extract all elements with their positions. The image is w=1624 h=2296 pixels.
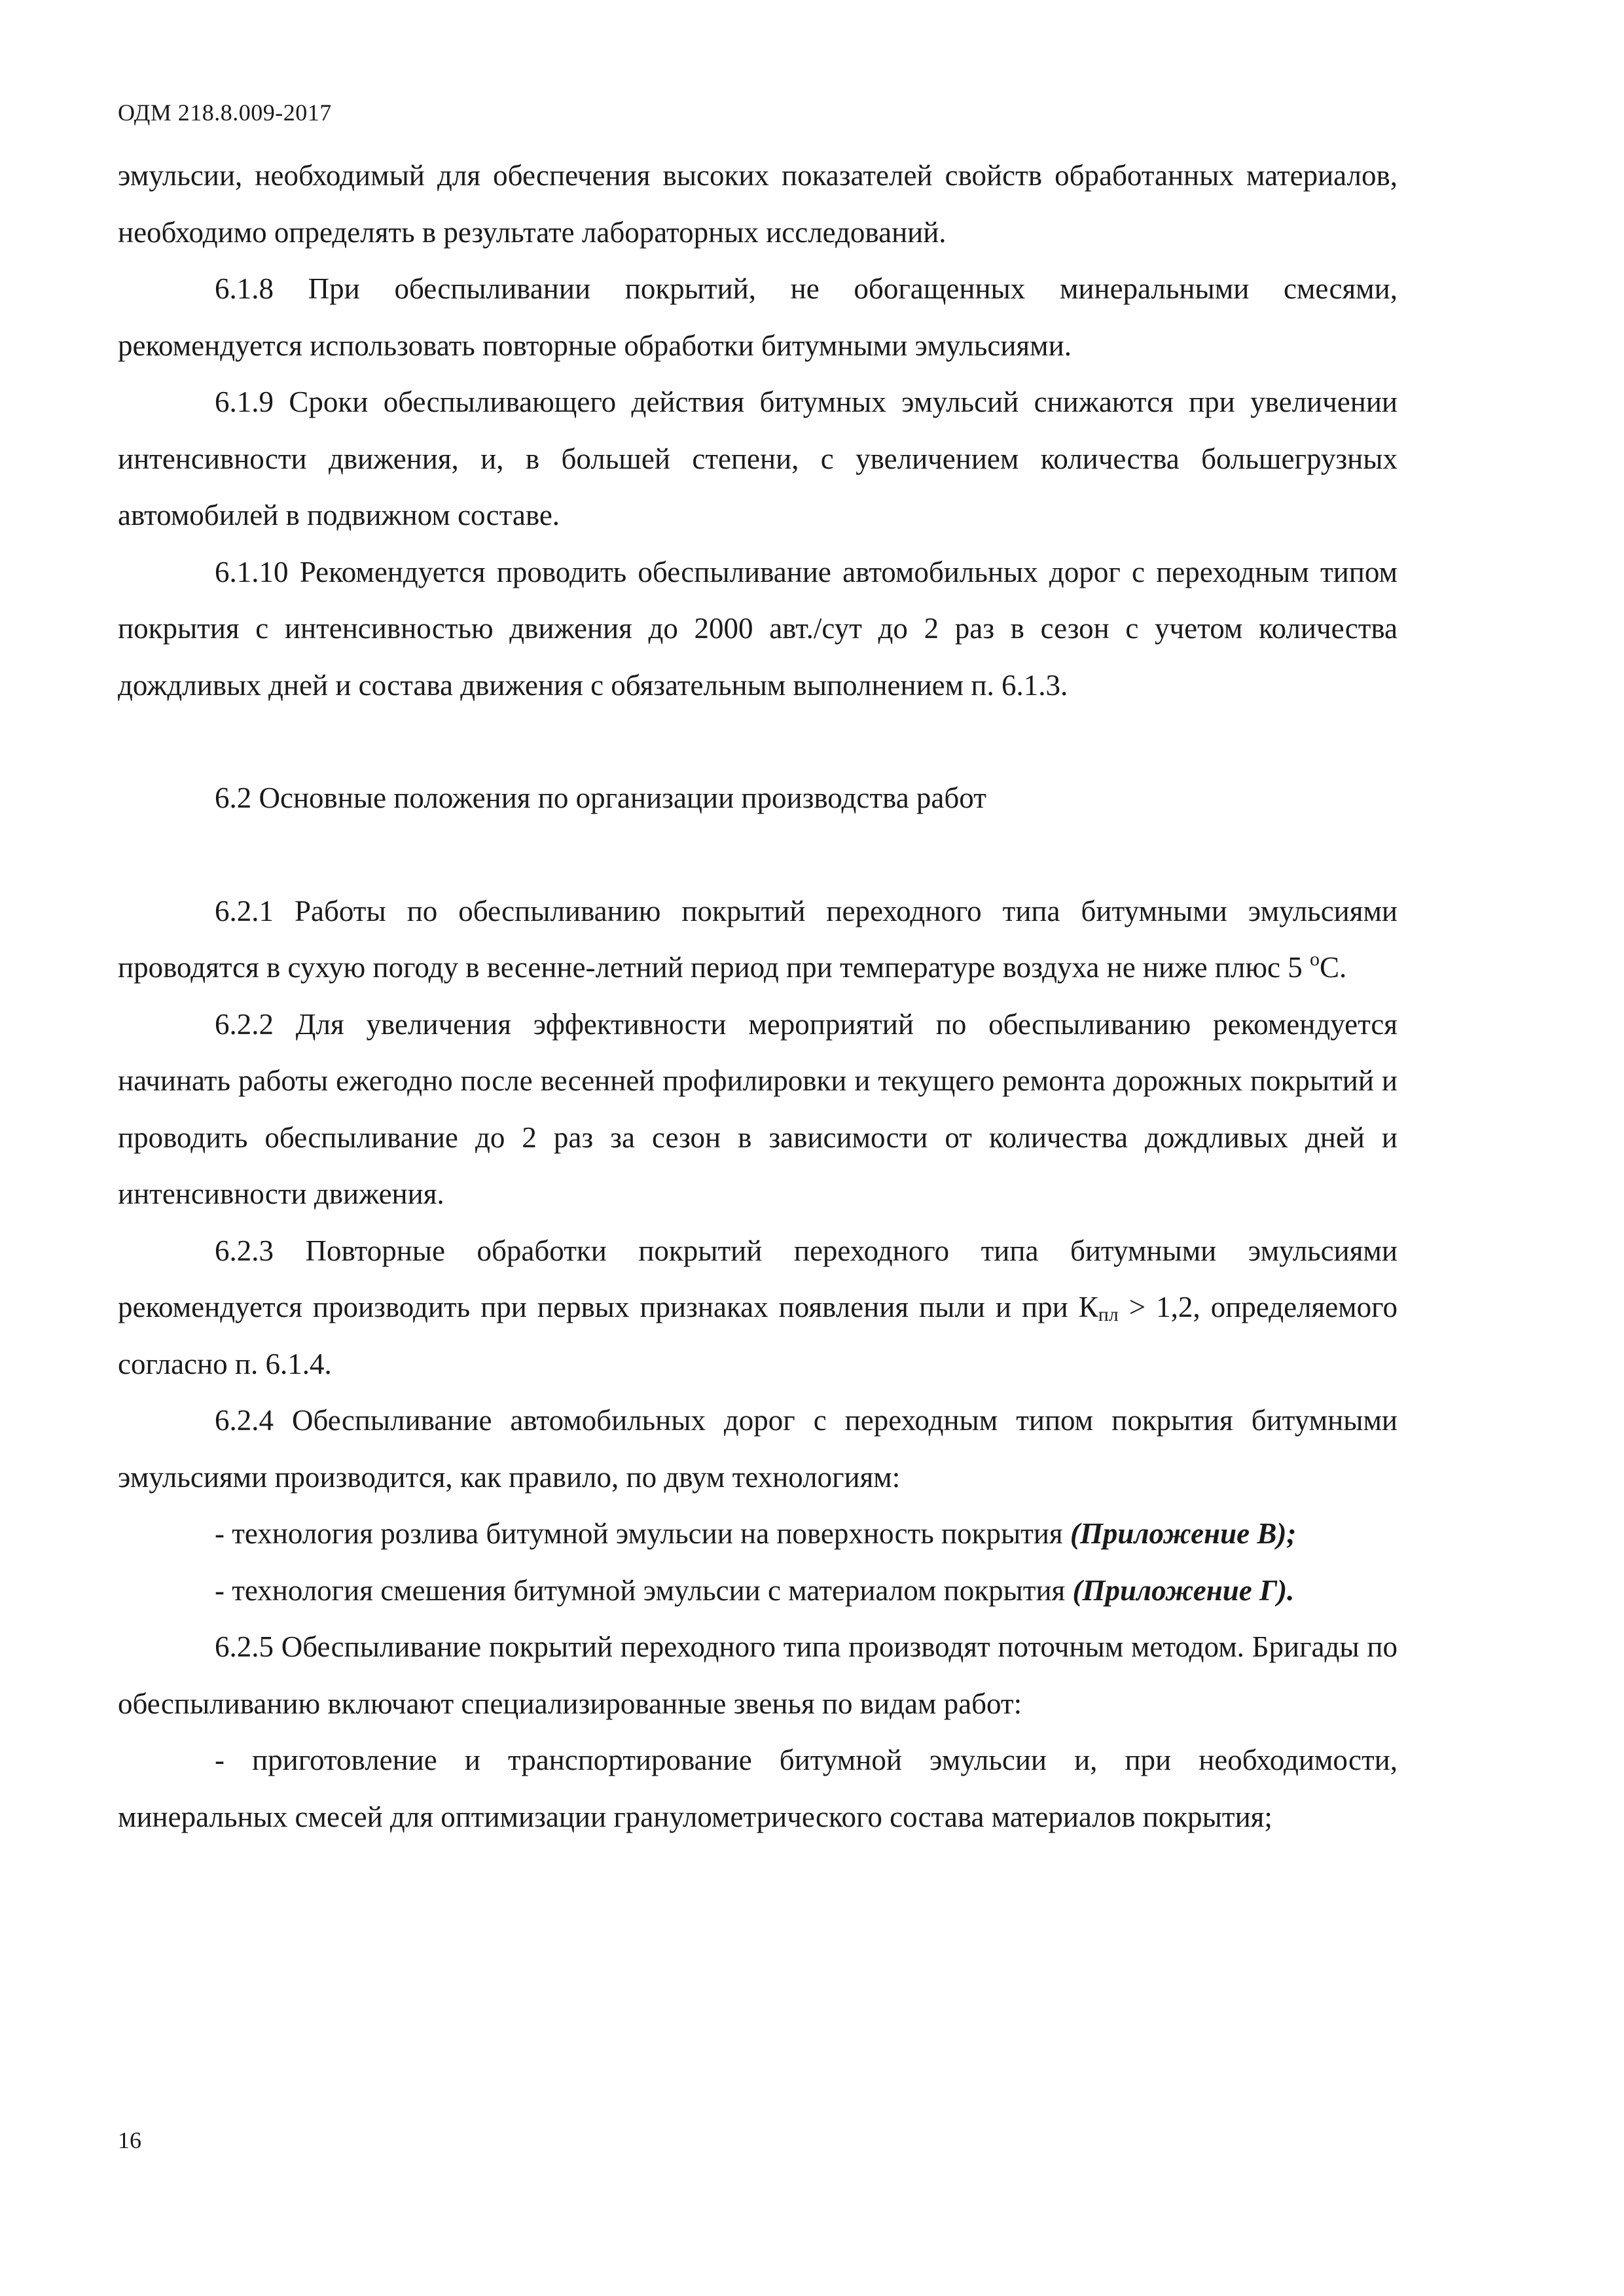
paragraph-6-1-9: 6.1.9 Сроки обеспыливающего действия битумных эмульсий снижаются при увеличении интенсивности движения, и, в большей степени, с увеличением количества большегрузных автомобилей в подвижном составе.	[118, 386, 1398, 531]
paragraph-6-1-10: 6.1.10 Рекомендуется проводить обеспыливание автомобильных дорог с переходным типом покрытия с интенсивностью движения до 2000 авт./сут до 2 раз в сезон с учетом количества дождливых дней и состава движения с обязательным выполнением п. 6.1.3.	[118, 555, 1398, 702]
paragraph-6-2-2: 6.2.2 Для увеличения эффективности мероприятий по обеспыливанию рекомендуется начинать работы ежегодно после весенней профилировки и текущего ремонта дорожных покрытий и проводить обеспыливание до 2 раз за сезон в зависимости от количества дождливых дней и интенсивности движения.	[118, 1007, 1398, 1210]
paragraph-6-1-8: 6.1.8 При обеспыливании покрытий, не обогащенных минеральными смесями, рекомендуется использовать повторные обработки битумными эмульсиями.	[118, 272, 1398, 362]
paragraph-6-2-1	[118, 883, 1398, 996]
paragraph-6-2-3-text: 6.2.3 Повторные обработки покрытий переходного типа битумными эмульсиями рекомендуется производить при первых признаках появления пыли и при К	[118, 1234, 1398, 1323]
document-body	[118, 147, 1398, 1845]
paragraph-6-2-3-end: > 1,2, определяемого согласно п. 6.1.4.	[118, 1291, 1398, 1380]
section-heading-6-2: 6.2 Основные положения по организации производства работ	[215, 781, 986, 814]
celsius-unit: С.	[1319, 951, 1347, 984]
appendix-reference-g: (Приложение Г).	[1072, 1573, 1295, 1607]
paragraph-6-2-3	[118, 1223, 1398, 1393]
appendix-reference-v: (Приложение В);	[1070, 1517, 1297, 1550]
list-item-preparation: - приготовление и транспортирование битумной эмульсии и, при необходимости, минеральных смесей для оптимизации гранулометрического состава материалов покрытия;	[118, 1744, 1398, 1833]
document-code-header: ОДМ 218.8.009-2017	[118, 99, 332, 126]
list-item-spraying-technology	[118, 1505, 1398, 1562]
list-item-mixing-technology	[118, 1562, 1398, 1619]
paragraph-6-2-1-text: 6.2.1 Работы по обеспыливанию покрытий переходного типа битумными эмульсиями проводятся в сухую погоду в весенне-летний период при температуре воздуха не ниже плюс 5	[118, 894, 1398, 984]
list-item-text: - технология розлива битумной эмульсии на поверхность покрытия	[215, 1517, 1070, 1550]
paragraph-6-2-4: 6.2.4 Обеспыливание автомобильных дорог с переходным типом покрытия битумными эмульсиями производится, как правило, по двум технологиям:	[118, 1404, 1398, 1494]
coefficient-subscript: пл	[1098, 1304, 1119, 1325]
page-number: 16	[118, 2127, 141, 2153]
list-item-text: - технология смешения битумной эмульсии с материалом покрытия	[215, 1573, 1073, 1607]
degree-mark: о	[1309, 948, 1320, 970]
paragraph-6-2-5: 6.2.5 Обеспыливание покрытий переходного типа производят поточным методом. Бригады по обеспыливанию включают специализированные звенья по видам работ:	[118, 1630, 1398, 1720]
paragraph-continuation: эмульсии, необходимый для обеспечения высоких показателей свойств обработанных материалов, необходимо определять в результате лабораторных исследований.	[118, 159, 1398, 249]
